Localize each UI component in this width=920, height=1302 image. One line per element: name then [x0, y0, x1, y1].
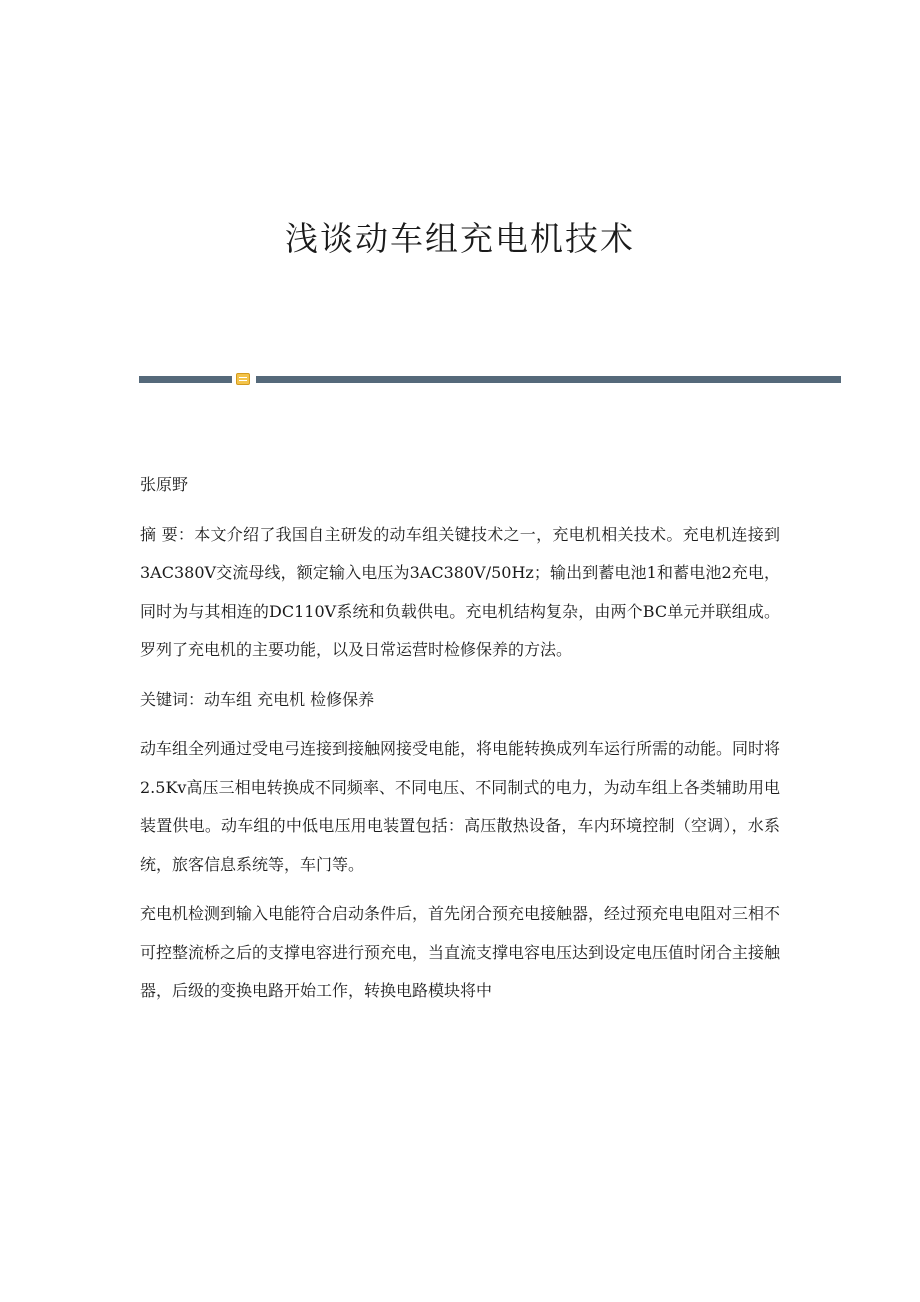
- divider-bar-left: [139, 376, 232, 383]
- document-icon: [236, 373, 250, 385]
- author-name: 张原野: [140, 475, 189, 494]
- document-title: 浅谈动车组充电机技术: [285, 219, 635, 258]
- body-paragraph-2: 充电机检测到输入电能符合启动条件后，首先闭合预充电接触器，经过预充电电阻对三相不可控整流桥之后的支撑电容进行预充电，当直流支撑电容电压达到设定电压值时闭合主接触器，后级的变换电路开始工作，转换电路模块将中: [140, 904, 781, 1000]
- divider-bar-right: [256, 376, 841, 383]
- title-divider: [139, 372, 841, 388]
- abstract-paragraph: 摘 要：本文介绍了我国自主研发的动车组关键技术之一，充电机相关技术。充电机连接到3AC380V交流母线，额定输入电压为3AC380V/50Hz；输出到蓄电池1和蓄电池2充电，同时为与其相连的DC110V系统和负载供电。充电机结构复杂，由两个BC单元并联组成。罗列了充电机的主要功能，以及日常运营时检修保养的方法。: [140, 524, 780, 659]
- body-paragraph-1: 动车组全列通过受电弓连接到接触网接受电能，将电能转换成列车运行所需的动能。同时将2.5Kv高压三相电转换成不同频率、不同电压、不同制式的电力，为动车组上各类辅助用电装置供电。动车组的中低电压用电装置包括：高压散热设备，车内环境控制（空调），水系统，旅客信息系统等，车门等。: [140, 739, 781, 874]
- keywords-line: 关键词：动车组 充电机 检修保养: [140, 689, 375, 709]
- document-body: [140, 466, 780, 1022]
